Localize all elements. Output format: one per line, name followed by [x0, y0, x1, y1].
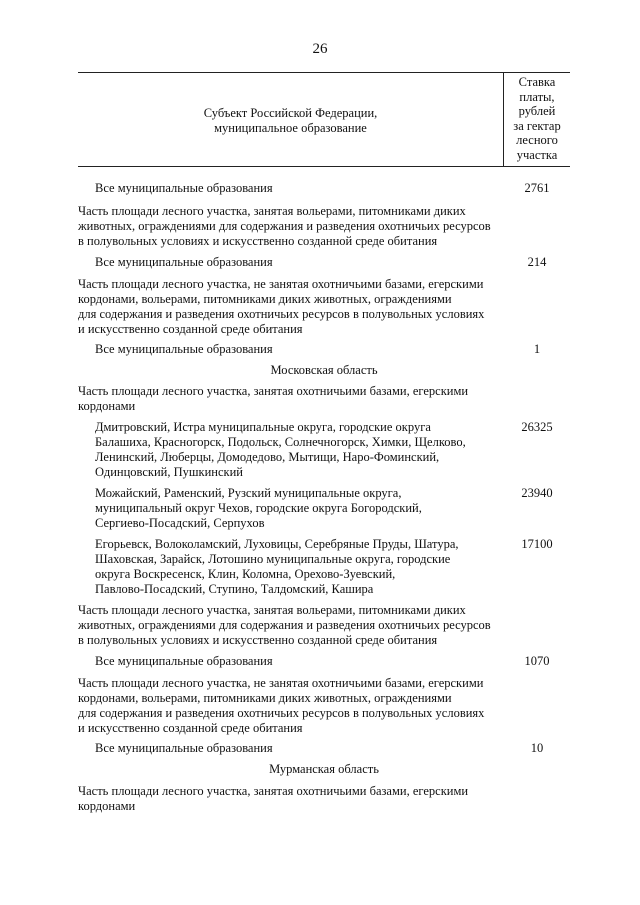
description-line: Часть площади лесного участка, занятая вольерами, питомниками диких [78, 204, 466, 218]
description-line: и искусственно созданной среде обитания [78, 322, 303, 336]
description-line: в полувольных условиях и искусственно созданной среде обитания [78, 234, 438, 248]
region-heading: Мурманская область [269, 762, 379, 776]
page-number: 26 [312, 41, 328, 57]
group-line: Дмитровский, Истра муниципальные округа, городские округа [95, 420, 431, 434]
group-line: Одинцовский, Пушкинский [95, 465, 243, 479]
municipality-group [95, 537, 495, 597]
description-line: Часть площади лесного участка, не занятая охотничьими базами, егерскими [78, 277, 484, 291]
row-municipality-name: Все муниципальные образования [95, 342, 273, 356]
header-rate-line: участка [516, 147, 558, 162]
description-line: кордонами, вольерами, питомниками диких животных, ограждениями [78, 292, 452, 306]
row-municipality-name: Все муниципальные образования [95, 181, 273, 195]
description-line: кордонами [78, 399, 136, 413]
row-municipality-name: Все муниципальные образования [95, 654, 273, 668]
group-line: Егорьевск, Волоколамский, Луховицы, Серебряные Пруды, Шатура, [95, 537, 459, 551]
table-header-rule [78, 166, 570, 167]
group-line: Балашиха, Красногорск, Подольск, Солнечногорск, Химки, Щелково, [95, 435, 466, 449]
header-subject-line: муниципальное образование [214, 121, 367, 135]
description-line: Часть площади лесного участка, занятая охотничьими базами, егерскими [78, 384, 469, 398]
header-rate-line: за гектар [513, 118, 561, 133]
description-line: для содержания и разведения охотничьих ресурсов в полувольных условиях [78, 706, 485, 720]
group-line: округа Воскресенск, Клин, Коломна, Орехово-Зуевский, [95, 567, 396, 581]
header-rate-line: лесного [516, 133, 558, 148]
region-heading: Московская область [270, 363, 378, 377]
table-top-rule [78, 72, 570, 73]
group-line: Шаховская, Зарайск, Лотошино муниципальные округа, городские [95, 552, 451, 566]
municipality-group [95, 420, 495, 480]
description-line: кордонами [78, 799, 136, 813]
row-rate-value: 214 [527, 255, 547, 269]
description-line: для содержания и разведения охотничьих ресурсов в полувольных условиях [78, 307, 485, 321]
description-line: Часть площади лесного участка, занятая вольерами, питомниками диких [78, 603, 466, 617]
description-line: Часть площади лесного участка, занятая охотничьими базами, егерскими [78, 784, 469, 798]
group-line: Можайский, Раменский, Рузский муниципальные округа, [95, 486, 402, 500]
row-rate-value: 10 [530, 741, 544, 755]
row-rate-value: 1 [533, 342, 541, 356]
row-rate-value: 1070 [524, 654, 550, 668]
header-rate-line: рублей [518, 104, 556, 119]
municipality-group [95, 486, 495, 531]
group-line: Ленинский, Люберцы, Домодедово, Мытищи, Наро-Фоминский, [95, 450, 440, 464]
group-line: Павлово-Посадский, Ступино, Талдомский, Кашира [95, 582, 374, 596]
row-rate-value: 2761 [524, 181, 550, 195]
description-line: животных, ограждениями для содержания и разведения охотничьих ресурсов [78, 618, 491, 632]
header-rate-line: платы, [519, 89, 555, 104]
header-rate-line: Ставка [518, 75, 556, 89]
description-line: в полувольных условиях и искусственно созданной среде обитания [78, 633, 438, 647]
row-rate-value: 23940 [521, 486, 553, 500]
row-category-description [78, 384, 498, 414]
row-municipality-name: Все муниципальные образования [95, 255, 273, 269]
group-line: Сергиево-Посадский, Серпухов [95, 516, 265, 530]
row-category-description [78, 277, 498, 337]
header-subject [78, 106, 503, 136]
row-category-description [78, 204, 498, 249]
row-category-description [78, 603, 498, 648]
header-subject-line: Субъект Российской Федерации, [203, 106, 378, 120]
row-municipality-name: Все муниципальные образования [95, 741, 273, 755]
row-rate-value: 17100 [521, 537, 553, 551]
row-rate-value: 26325 [521, 420, 553, 434]
description-line: Часть площади лесного участка, не занятая охотничьими базами, егерскими [78, 676, 484, 690]
description-line: и искусственно созданной среде обитания [78, 721, 303, 735]
header-rate [504, 75, 570, 163]
group-line: муниципальный округ Чехов, городские округа Богородский, [95, 501, 422, 515]
row-category-description [78, 676, 498, 736]
description-line: животных, ограждениями для содержания и разведения охотничьих ресурсов [78, 219, 491, 233]
description-line: кордонами, вольерами, питомниками диких животных, ограждениями [78, 691, 452, 705]
row-category-description [78, 784, 498, 814]
